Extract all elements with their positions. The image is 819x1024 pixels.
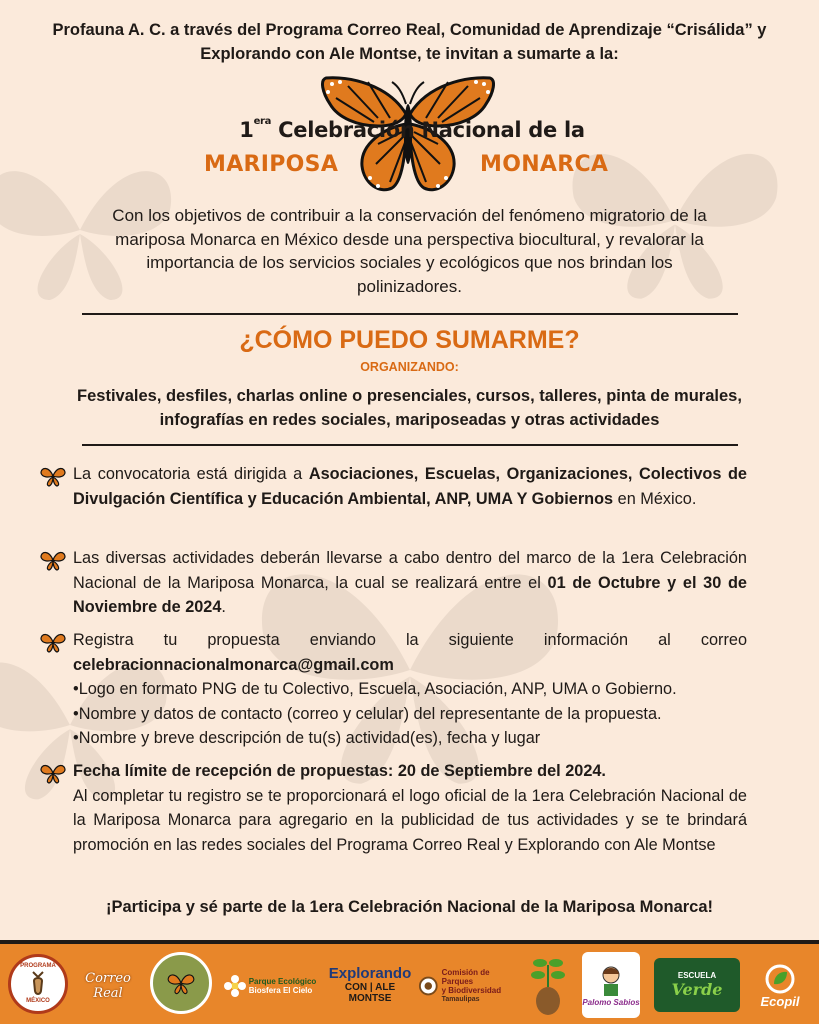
closing-call-to-action: ¡Participa y sé parte de la 1era Celebración Nacional de la Mariposa Monarca! [105, 898, 714, 916]
requirement-logo: •Logo en formato PNG de tu Colectivo, Escuela, Asociación, ANP, UMA o Gobierno. [73, 680, 677, 698]
butterfly-bullet-icon [39, 762, 67, 784]
deadline-text: Fecha límite de recepción de propuestas: 20 de Septiembre del 2024. [73, 762, 606, 780]
explorando-con-ale-montse-logo: Explorando CON | ALE MONTSE [328, 964, 412, 1004]
butterfly-bullet-icon [39, 549, 67, 571]
leaf-icon [765, 964, 795, 994]
correo-real-logo: Correo Real [85, 971, 131, 1001]
event-title: $1^{era}$ Celebración Nacional de la [239, 116, 585, 142]
crisalida-logo [150, 952, 212, 1014]
divider [82, 313, 738, 315]
header-invitation: Profauna A. C. a través del Programa Correo Real, Comunidad de Aprendizaje “Crisálida” y Explorando con Ale Montse, te invitan a sumarte a la: [52, 21, 767, 63]
list-item-audience: La convocatoria está dirigida a Asociaciones, Escuelas, Organizaciones, Colectivos de Divulgación Científica y Educación Ambiental, ANP, UMA Y Gobiernos en México. [73, 462, 747, 511]
email-link[interactable]: celebracionnacionalmonarca@gmail.com [73, 655, 394, 674]
organizing-label: ORGANIZANDO: [360, 360, 459, 374]
list-item-register: Registra tu propuesta enviando la siguiente información al correo celebracionnacionalmonarca@gmail.com •Logo en formato PNG de tu Colectivo, Escuela, Asociación, ANP, UMA o Gobierno. •Nombre y datos de contacto (correo y celular) del representante de la propuesta. •Nombre y breve descripción de tu(s) actividad(es), fecha y lugar [73, 628, 747, 751]
list-item-dates: Las diversas actividades deberán llevarse a cabo dentro del marco de la 1era Celebración Nacional de la Mariposa Monarca, la cual se realizará entre el 01 de Octubre y el 30 de Noviembre de 2024. [73, 546, 747, 620]
biosfera-el-cielo-logo: Parque Ecológico Biosfera El Cielo [220, 966, 320, 1006]
flower-icon [224, 975, 246, 997]
escuela-verde-logo: ESCUELA Verde [654, 958, 740, 1012]
how-to-join-heading: ¿CÓMO PUEDO SUMARME? [239, 326, 580, 354]
comision-parques-logo: Comisión de Parques y Biodiversidad Tamaulipas [418, 966, 518, 1006]
title-word-monarca: MONARCA [480, 152, 609, 177]
activities-list: Festivales, desfiles, charlas online o presenciales, cursos, talleres, pinta de murales, infografías en redes sociales, mariposeadas y otras actividades [77, 387, 742, 429]
palomo-sabios-logo: Palomo Sabios [582, 952, 640, 1018]
divider [82, 444, 738, 446]
emblem-icon [418, 975, 439, 997]
title-word-mariposa: MARIPOSA [204, 152, 339, 177]
requirement-description: •Nombre y breve descripción de tu(s) actividad(es), fecha y lugar [73, 729, 541, 747]
profauna-logo: PROGRAMA MÉXICO [8, 954, 68, 1014]
child-icon [596, 964, 626, 998]
requirement-contact: •Nombre y datos de contacto (correo y celular) del representante de la propuesta. [73, 704, 662, 723]
butterfly-bullet-icon [39, 465, 67, 487]
deer-icon [27, 971, 49, 997]
objectives-paragraph: Con los objetivos de contribuir a la conservación del fenómeno migratorio de la mariposa Monarca en México desde una perspectiva biocultural, y revalorar la importancia de los servicios sociales y ecológicos que nos brindan los polinizadores. [112, 206, 707, 296]
sponsor-logos-footer [0, 940, 819, 1024]
ecopil-logo: Ecopil [750, 954, 810, 1018]
list-item-deadline: Fecha límite de recepción de propuestas: 20 de Septiembre del 2024. Al completar tu registro se te proporcionará el logo oficial de la 1era Celebración Nacional de la Mariposa Monarca para agregario en la publicidad de tus actividades y se te brindará promoción en las redes sociales del Programa Correo Real y Explorando con Ale Montse [73, 759, 747, 857]
butterfly-bullet-icon [39, 631, 67, 653]
butterfly-icon [166, 971, 196, 995]
sprout-icon [528, 953, 568, 1017]
seed-sprout-logo [526, 952, 570, 1018]
